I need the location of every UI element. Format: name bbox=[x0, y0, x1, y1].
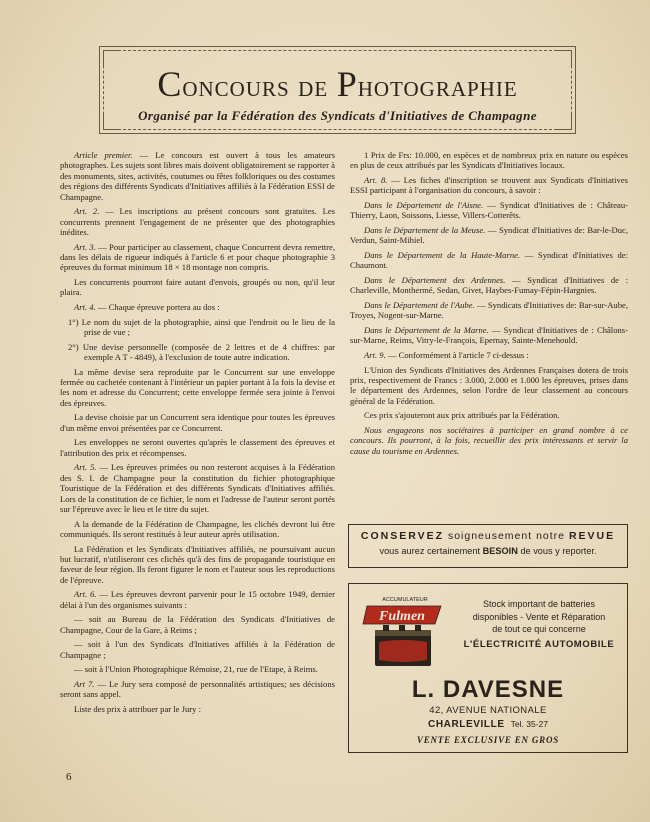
revue-word: REVUE bbox=[568, 530, 616, 542]
ad-line: Stock important de batteries bbox=[482, 599, 596, 609]
department-text: — Syndicat d'Initiatives de : Charleville, Monthermé, Sedan, Givet, Haybes-Fumay-Fépin-Hargnies. bbox=[350, 275, 628, 296]
department-text: — Syndicats d'Initiatives de: Bar-sur-Aube, Troyes, Nogent-sur-Marne. bbox=[350, 300, 628, 321]
department-aube bbox=[350, 300, 628, 321]
paragraph: — soit au Bureau de la Fédération des Syndicats d'Initiatives de Champagne, Cour de la Gare, à Reims ; bbox=[60, 614, 335, 635]
paragraph: Ces prix s'ajouteront aux prix attribués par la Fédération. bbox=[364, 410, 560, 421]
department-aisne bbox=[350, 200, 628, 221]
title-initial-c: C bbox=[157, 64, 183, 104]
ad-line: disponibles - Vente et Réparation bbox=[472, 611, 606, 622]
article-label: Art. 5. bbox=[74, 462, 97, 473]
paragraph: L'Union des Syndicats d'Initiatives des Ardennes Françaises dotera de trois prix, respectivement de Francs : 3.000, 2.000 et 1.000 les épreuves, prises dans le département des Ardennes, selon l'ordre de leur classement au concours général de la Fédération. bbox=[350, 364, 628, 406]
article-text: — Pour participer au classement, chaque Concurrent devra remettre, dans les délais de rigueur indiqués à l'article 6 et pour chaque photographie 3 épreuves du format minimum 18 × 18 montage non compris. bbox=[60, 241, 336, 273]
article-text: — Le Jury sera composé de personnalités artistiques; ses décisions seront sans appel. bbox=[60, 679, 335, 700]
department-label: Dans le Département de la Meuse. bbox=[364, 225, 486, 235]
paragraph: Liste des prix à attribuer par le Jury : bbox=[74, 704, 201, 715]
department-text: — Syndicat d'Initiatives de: Chaumont. bbox=[350, 250, 628, 271]
article-label: Art. 8. bbox=[364, 175, 388, 185]
battery-label-icon bbox=[379, 640, 427, 662]
article-2 bbox=[60, 206, 335, 237]
article-text: — Chaque épreuve portera au dos : bbox=[95, 302, 220, 313]
conservez-text: vous aurez certainement bbox=[379, 546, 481, 556]
paragraph: — soit à l'Union Photographique Rémoise, 21, rue de l'Etape, à Reims. bbox=[74, 664, 318, 675]
logo-top-text: ACCUMULATEUR bbox=[382, 597, 428, 603]
conservez-text: de vous y reporter. bbox=[520, 546, 597, 556]
ad-telephone: Tel. 35-27 bbox=[510, 719, 548, 729]
besoin-word: BESOIN bbox=[482, 546, 518, 556]
ad-address: 42, AVENUE NATIONALE bbox=[429, 705, 547, 716]
paragraph: A la demande de la Fédération de Champagne, les clichés devront lui être communiqués. Ils seront restitués à leur auteur après utilisation. bbox=[60, 518, 335, 540]
article-3 bbox=[60, 242, 335, 273]
fulmen-battery-logo bbox=[361, 594, 449, 672]
article-label: Art. 9. bbox=[364, 350, 386, 360]
department-label: Dans le Département de l'Aube. bbox=[364, 300, 475, 310]
department-label: Dans le Département de la Marne. bbox=[364, 325, 489, 335]
article-text: — Les inscriptions au présent concours sont gratuites. Les concurrents prennent l'engagement de ne présenter que des photographies inédites. bbox=[60, 206, 335, 238]
department-label: Dans le Département des Ardennes. bbox=[364, 275, 506, 285]
ad-company-name: L. DAVESNE bbox=[411, 676, 565, 703]
department-label: Dans le Département de l'Aisne. bbox=[364, 200, 484, 210]
article-4 bbox=[60, 302, 335, 312]
article-6 bbox=[60, 589, 335, 610]
department-marne bbox=[350, 325, 628, 346]
article-label: Article premier. bbox=[74, 150, 133, 160]
title-word-2: hotographie bbox=[357, 70, 518, 103]
article-label: Art 7. bbox=[74, 679, 95, 690]
title-banner bbox=[99, 46, 576, 134]
article-label: Art. 3. bbox=[74, 241, 96, 252]
conservez-notice bbox=[348, 524, 628, 568]
article-5 bbox=[60, 462, 335, 514]
paragraph: Les concurrents pourront faire autant d'envois, groupés ou non, qu'il leur plaira. bbox=[60, 277, 335, 298]
department-haute-marne bbox=[350, 250, 628, 271]
closing-appeal: Nous engageons nos sociétaires à participer en grand nombre à ce concours. Ils pourront, à la fois, recueillir des prix intéressants et servir la cause du tourisme en Ardennes. bbox=[350, 425, 628, 456]
right-column bbox=[350, 150, 628, 460]
ad-city: CHARLEVILLE bbox=[428, 719, 505, 730]
article-label: Art. 6. bbox=[74, 589, 97, 600]
conservez-line-2 bbox=[349, 546, 627, 556]
battery-terminal-icon bbox=[415, 625, 421, 631]
paragraph: La devise choisie par un Concurrent sera identique pour toutes les épreuves d'un même envoi présentées par ce Concurrent. bbox=[60, 412, 335, 433]
paragraph: — soit à l'un des Syndicats d'Initiatives affiliés à la Fédération de Champagne ; bbox=[60, 639, 335, 660]
list-item: 1°) Le nom du sujet de la photographie, ainsi que l'endroit ou le lieu de la prise de vue ; bbox=[68, 316, 335, 338]
title-banner-inner bbox=[103, 50, 572, 130]
title-initial-p: P bbox=[336, 64, 358, 104]
department-text: — Syndicat d'Initiatives de : Château-Thierry, Laon, Soissons, Liesse, Villers-Cotterêts. bbox=[350, 200, 628, 221]
advertisement bbox=[348, 583, 628, 753]
article-text: — Les épreuves primées ou non resteront acquises à la Fédération des S. I. de Champagne pour la constitution du fichier photographique Touristique de la Fédération et des différents Syndicats d'Initiatives affiliés. Lors de la constitution de ce fichier, le nom et l'adresse de l'auteur seront portés sur l'épreuve avec le lieu et le titre du sujet. bbox=[60, 462, 335, 515]
battery-terminal-icon bbox=[383, 625, 389, 631]
battery-terminal-icon bbox=[399, 625, 405, 631]
page-number: 6 bbox=[66, 771, 72, 783]
paragraph: 1 Prix de Frs: 10.000, en espèces et de nombreux prix en nature ou espèces en plus de ceux attribués par les Syndicats d'Initiatives locaux. bbox=[350, 150, 628, 171]
page-title bbox=[104, 63, 571, 105]
article-1 bbox=[60, 150, 335, 202]
article-text: — Les épreuves devront parvenir pour le 15 octobre 1949, dernier délai à l'un des organismes suivants : bbox=[60, 589, 335, 610]
title-word-1: oncours de bbox=[182, 70, 337, 103]
department-label: Dans le Département de la Haute-Marne. bbox=[364, 250, 521, 260]
conservez-word: CONSERVEZ bbox=[360, 530, 445, 542]
left-column bbox=[60, 150, 335, 719]
ad-vente: VENTE EXCLUSIVE EN GROS bbox=[416, 735, 560, 745]
department-meuse bbox=[350, 225, 628, 246]
article-7 bbox=[60, 679, 335, 700]
ad-line: de tout ce qui concerne bbox=[492, 624, 586, 635]
paragraph: La Fédération et les Syndicats d'Initiatives affiliés, ne poursuivant aucun but lucratif, n'utiliseront ces clichés qu'à des fins de propagande touristique en faveur de leur région. Ils feront figurer le nom et l'auteur sous les reproductions de l'épreuve. bbox=[60, 543, 335, 585]
page-subtitle: Organisé par la Fédération des Syndicats d'Initiatives de Champagne bbox=[138, 108, 537, 123]
ad-city-line bbox=[349, 719, 627, 730]
article-text: — Les fiches d'inscription se trouvent aux Syndicats d'Initiatives ESSI participant à l'organisation du concours, à savoir : bbox=[350, 175, 628, 196]
paragraph: La même devise sera reproduite par le Concurrent sur une enveloppe fermée ou cachetée contenant à l'intérieur un papier portant à la fois la devise et les nom et adresse du Concurrent; cette enveloppe fermée sera jointe à l'envoi des épreuves. bbox=[60, 366, 335, 408]
ad-line-emphasis: L'ÉLECTRICITÉ AUTOMOBILE bbox=[463, 638, 615, 650]
list-item: 2°) Une devise personnelle (composée de 2 lettres et de 4 chiffres: par exemple A T - 4849), à l'exclusion de toute autre indication. bbox=[68, 341, 335, 363]
article-label: Art. 2. bbox=[74, 206, 100, 217]
department-ardennes bbox=[350, 275, 628, 296]
ad-description bbox=[457, 598, 621, 650]
department-text: — Syndicat d'Initiatives de: Bar-le-Duc, Verdun, Saint-Mihiel. bbox=[350, 225, 629, 246]
article-8 bbox=[350, 175, 628, 196]
conservez-text: soigneusement notre bbox=[447, 530, 566, 542]
logo-brand-text: Fulmen bbox=[379, 609, 425, 624]
department-text: — Syndicat d'Initiatives de : Châlons-sur-Marne, Reims, Vitry-le-François, Epernay, Sainte-Menehould. bbox=[350, 325, 628, 346]
paragraph: Les enveloppes ne seront ouvertes qu'après le classement des épreuves et l'attribution des prix et récompenses. bbox=[60, 437, 335, 458]
article-label: Art. 4. bbox=[74, 302, 96, 313]
conservez-line-1 bbox=[349, 530, 627, 542]
article-text: — Conformément à l'article 7 ci-dessus : bbox=[385, 350, 529, 360]
article-9 bbox=[350, 350, 628, 360]
article-text: — Le concours est ouvert à tous les amateurs photographes. Les sujets sont libres mais doivent obligatoirement se rapporter à des monuments, sites, activités, coutumes ou fêtes folkloriques ou des costumes des régions des différents Syndicats d'Initiatives affiliés à la Fédération ESSI de Champagne. bbox=[60, 150, 335, 202]
